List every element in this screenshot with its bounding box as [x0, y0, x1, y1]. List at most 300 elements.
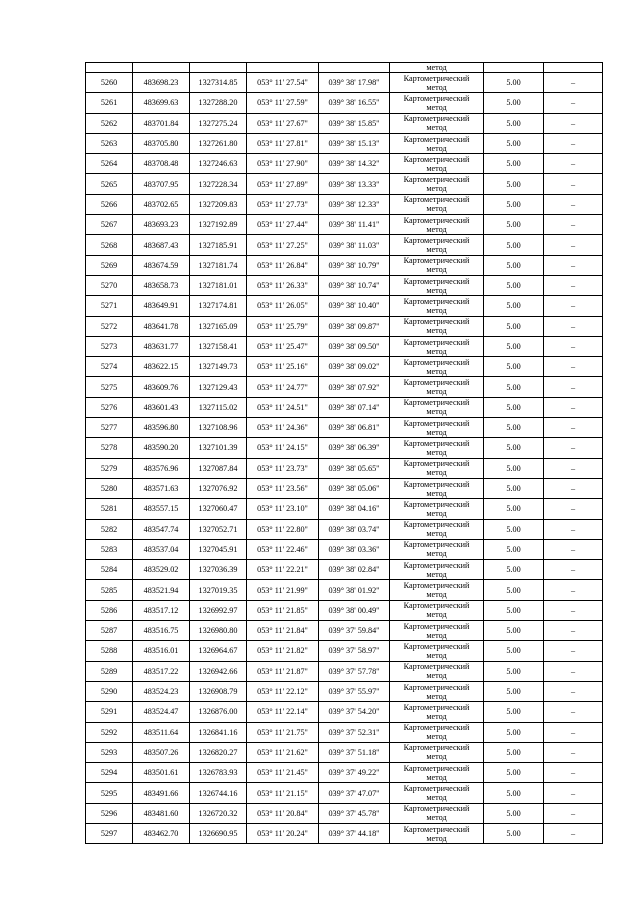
method-cell	[390, 560, 484, 580]
method-cell	[390, 113, 484, 133]
latitude-cell: 053° 11' 21.45"	[247, 763, 319, 783]
y-coordinate-cell: 1327174.81	[190, 296, 247, 316]
method-cell	[390, 458, 484, 478]
latitude-cell: 053° 11' 24.15"	[247, 438, 319, 458]
longitude-cell: 039° 37' 54.20"	[319, 702, 390, 722]
point-number-cell: 5262	[86, 113, 133, 133]
note-cell: –	[544, 215, 603, 235]
point-number-cell: 5283	[86, 539, 133, 559]
method-line1: Картометрический	[403, 93, 470, 103]
method-cell	[390, 742, 484, 762]
point-number-cell: 5270	[86, 275, 133, 295]
x-coordinate-cell: 483708.48	[133, 154, 190, 174]
x-coordinate-cell: 483698.23	[133, 73, 190, 93]
point-number-cell: 5261	[86, 93, 133, 113]
table-row	[86, 519, 603, 539]
y-coordinate-cell: 1327036.39	[190, 560, 247, 580]
method-line2: метод	[426, 833, 447, 843]
method-line1: Картометрический	[403, 723, 470, 733]
latitude-cell: 053° 11' 27.90"	[247, 154, 319, 174]
method-line1: Картометрический	[403, 499, 470, 509]
note-cell: –	[544, 194, 603, 214]
table-row	[86, 397, 603, 417]
x-coordinate-cell: 483601.43	[133, 397, 190, 417]
table-row	[86, 194, 603, 214]
longitude-cell: 039° 37' 47.07"	[319, 783, 390, 803]
method-cell	[390, 702, 484, 722]
accuracy-cell: 5.00	[484, 194, 544, 214]
y-coordinate-cell: 1327115.02	[190, 397, 247, 417]
table-row	[86, 702, 603, 722]
method-cell	[390, 194, 484, 214]
method-line2: метод	[426, 610, 447, 620]
method-line1: Картометрический	[403, 296, 470, 306]
y-coordinate-cell: 1326876.00	[190, 702, 247, 722]
point-number-cell: 5280	[86, 478, 133, 498]
method-line2: метод	[426, 508, 447, 518]
note-cell: –	[544, 661, 603, 681]
table-row	[86, 783, 603, 803]
method-cell	[390, 600, 484, 620]
x-coordinate-cell: 483537.04	[133, 539, 190, 559]
method-cell	[390, 215, 484, 235]
longitude-cell: 039° 38' 16.55"	[319, 93, 390, 113]
point-number-cell: 5278	[86, 438, 133, 458]
method-line2: метод	[426, 772, 447, 782]
accuracy-cell: 5.00	[484, 296, 544, 316]
latitude-cell: 053° 11' 22.21"	[247, 560, 319, 580]
note-cell: –	[544, 316, 603, 336]
longitude-cell: 039° 38' 13.33"	[319, 174, 390, 194]
method-line1: Картометрический	[403, 236, 470, 246]
method-cell	[390, 296, 484, 316]
latitude-cell: 053° 11' 20.84"	[247, 803, 319, 823]
method-line1: Картометрический	[403, 581, 470, 591]
method-line1: Картометрический	[403, 662, 470, 672]
method-cell	[390, 235, 484, 255]
longitude-cell: 039° 37' 52.31"	[319, 722, 390, 742]
accuracy-cell: 5.00	[484, 600, 544, 620]
table-row	[86, 539, 603, 559]
point-number-cell: 5295	[86, 783, 133, 803]
y-coordinate-cell: 1327045.91	[190, 539, 247, 559]
longitude-cell: 039° 37' 57.78"	[319, 661, 390, 681]
point-number-cell: 5268	[86, 235, 133, 255]
method-cell	[390, 681, 484, 701]
longitude-cell: 039° 38' 05.65"	[319, 458, 390, 478]
accuracy-cell: 5.00	[484, 357, 544, 377]
note-cell: –	[544, 580, 603, 600]
longitude-cell: 039° 37' 44.18"	[319, 823, 390, 843]
method-line2: метод	[426, 711, 447, 721]
y-coordinate-cell: 1326841.16	[190, 722, 247, 742]
y-coordinate-cell: 1327181.74	[190, 255, 247, 275]
longitude-cell: 039° 38' 07.92"	[319, 377, 390, 397]
latitude-cell: 053° 11' 27.73"	[247, 194, 319, 214]
longitude-cell: 039° 38' 14.32"	[319, 154, 390, 174]
table-row	[86, 803, 603, 823]
latitude-cell: 053° 11' 26.05"	[247, 296, 319, 316]
latitude-cell: 053° 11' 27.25"	[247, 235, 319, 255]
method-line2: метод	[426, 265, 447, 275]
method-cell	[390, 519, 484, 539]
x-coordinate-cell: 483507.26	[133, 742, 190, 762]
latitude-cell: 053° 11' 25.16"	[247, 357, 319, 377]
point-number-cell: 5284	[86, 560, 133, 580]
method-cell	[390, 93, 484, 113]
y-coordinate-cell: 1327076.92	[190, 478, 247, 498]
accuracy-cell: 5.00	[484, 316, 544, 336]
method-line1: Картометрический	[403, 702, 470, 712]
latitude-cell: 053° 11' 21.15"	[247, 783, 319, 803]
method-line2: метод	[426, 569, 447, 579]
method-line2: метод	[426, 650, 447, 660]
point-number-cell: 5293	[86, 742, 133, 762]
method-line1: Картометрический	[403, 276, 470, 286]
method-line2: метод	[426, 732, 447, 742]
latitude-cell: 053° 11' 22.80"	[247, 519, 319, 539]
latitude-cell: 053° 11' 24.36"	[247, 418, 319, 438]
note-cell: –	[544, 377, 603, 397]
method-cell	[390, 763, 484, 783]
method-line1: Картометрический	[403, 621, 470, 631]
y-coordinate-cell: 1327129.43	[190, 377, 247, 397]
x-coordinate-cell: 483687.43	[133, 235, 190, 255]
x-coordinate-cell: 483571.63	[133, 478, 190, 498]
point-number-cell: 5285	[86, 580, 133, 600]
method-cell	[390, 580, 484, 600]
method-line2: метод	[426, 387, 447, 397]
note-cell: –	[544, 560, 603, 580]
table-row	[86, 255, 603, 275]
latitude-cell: 053° 11' 27.89"	[247, 174, 319, 194]
longitude-cell: 039° 38' 03.74"	[319, 519, 390, 539]
longitude-cell: 039° 38' 15.85"	[319, 113, 390, 133]
note-cell: –	[544, 418, 603, 438]
latitude-cell: 053° 11' 20.24"	[247, 823, 319, 843]
table-row	[86, 377, 603, 397]
note-cell: –	[544, 478, 603, 498]
table-row	[86, 235, 603, 255]
latitude-cell: 053° 11' 26.84"	[247, 255, 319, 275]
note-cell: –	[544, 641, 603, 661]
accuracy-cell: 5.00	[484, 255, 544, 275]
table-row	[86, 316, 603, 336]
method-line1: Картометрический	[403, 438, 470, 448]
longitude-cell: 039° 38' 09.50"	[319, 336, 390, 356]
method-line2: метод	[426, 245, 447, 255]
x-coordinate-cell: 483511.64	[133, 722, 190, 742]
accuracy-cell: 5.00	[484, 73, 544, 93]
y-coordinate-cell: 1326690.95	[190, 823, 247, 843]
longitude-cell: 039° 38' 10.74"	[319, 275, 390, 295]
point-number-cell: 5291	[86, 702, 133, 722]
y-coordinate-cell: 1326992.97	[190, 600, 247, 620]
method-line1: Картометрический	[403, 215, 470, 225]
method-line1: Картометрический	[403, 641, 470, 651]
latitude-cell: 053° 11' 24.77"	[247, 377, 319, 397]
longitude-cell: 039° 38' 06.81"	[319, 418, 390, 438]
method-line1: Картометрический	[403, 134, 470, 144]
method-line1: Картометрический	[403, 743, 470, 753]
accuracy-cell: 5.00	[484, 621, 544, 641]
y-coordinate-cell: 1327019.35	[190, 580, 247, 600]
accuracy-cell: 5.00	[484, 397, 544, 417]
longitude-cell: 039° 38' 02.84"	[319, 560, 390, 580]
x-coordinate-cell: 483462.70	[133, 823, 190, 843]
x-coordinate-cell: 483649.91	[133, 296, 190, 316]
latitude-cell: 053° 11' 24.51"	[247, 397, 319, 417]
x-coordinate-cell: 483491.66	[133, 783, 190, 803]
longitude-cell: 039° 38' 09.02"	[319, 357, 390, 377]
accuracy-cell: 5.00	[484, 133, 544, 153]
note-cell: –	[544, 113, 603, 133]
method-line1: Картометрический	[403, 804, 470, 814]
method-line2: метод	[426, 752, 447, 762]
note-cell: –	[544, 823, 603, 843]
method-line1: Картометрический	[403, 175, 470, 185]
method-line2: метод	[426, 488, 447, 498]
accuracy-cell: 5.00	[484, 803, 544, 823]
note-cell: –	[544, 763, 603, 783]
x-coordinate-cell: 483693.23	[133, 215, 190, 235]
method-line2: метод	[426, 102, 447, 112]
accuracy-cell: 5.00	[484, 702, 544, 722]
table-row	[86, 73, 603, 93]
method-line1: Картометрический	[403, 682, 470, 692]
longitude-cell: 039° 38' 06.39"	[319, 438, 390, 458]
note-cell: –	[544, 681, 603, 701]
accuracy-cell: 5.00	[484, 823, 544, 843]
accuracy-cell: 5.00	[484, 783, 544, 803]
method-line2: метод	[426, 468, 447, 478]
method-line2: метод	[426, 346, 447, 356]
longitude-cell: 039° 38' 17.98"	[319, 73, 390, 93]
note-cell: –	[544, 336, 603, 356]
latitude-cell: 053° 11' 27.59"	[247, 93, 319, 113]
y-coordinate-cell: 1327261.80	[190, 133, 247, 153]
method-line1: Картометрический	[403, 763, 470, 773]
accuracy-cell: 5.00	[484, 458, 544, 478]
method-line2: метод	[426, 671, 447, 681]
y-coordinate-cell: 1327192.89	[190, 215, 247, 235]
accuracy-cell: 5.00	[484, 215, 544, 235]
note-cell: –	[544, 73, 603, 93]
y-coordinate-cell: 1327181.01	[190, 275, 247, 295]
accuracy-cell: 5.00	[484, 478, 544, 498]
table-row	[86, 174, 603, 194]
method-cell	[390, 397, 484, 417]
method-cell	[390, 275, 484, 295]
table-row	[86, 357, 603, 377]
method-cell	[390, 803, 484, 823]
note-cell: –	[544, 621, 603, 641]
point-number-cell: 5287	[86, 621, 133, 641]
method-cell	[390, 722, 484, 742]
method-line2: метод	[426, 630, 447, 640]
method-line1: Картометрический	[403, 824, 470, 834]
accuracy-cell: 5.00	[484, 519, 544, 539]
note-cell: –	[544, 174, 603, 194]
method-line1: Картометрический	[403, 357, 470, 367]
latitude-cell: 053° 11' 21.62"	[247, 742, 319, 762]
note-cell: –	[544, 722, 603, 742]
point-number-cell: 5276	[86, 397, 133, 417]
table-row	[86, 438, 603, 458]
latitude-cell: 053° 11' 23.56"	[247, 478, 319, 498]
method-line2: метод	[426, 204, 447, 214]
method-line1: Картометрический	[403, 73, 470, 83]
table-row	[86, 215, 603, 235]
method-line2: метод	[426, 143, 447, 153]
accuracy-cell: 5.00	[484, 499, 544, 519]
y-coordinate-cell: 1326942.66	[190, 661, 247, 681]
y-coordinate-cell: 1326980.80	[190, 621, 247, 641]
method-line2: метод	[426, 82, 447, 92]
latitude-cell: 053° 11' 21.85"	[247, 600, 319, 620]
point-number-cell: 5288	[86, 641, 133, 661]
method-line1: Картометрический	[403, 398, 470, 408]
x-coordinate-cell: 483517.22	[133, 661, 190, 681]
method-cell	[390, 174, 484, 194]
latitude-cell: 053° 11' 25.47"	[247, 336, 319, 356]
method-line1: Картометрический	[403, 378, 470, 388]
y-coordinate-cell: 1326744.16	[190, 783, 247, 803]
latitude-cell: 053° 11' 23.73"	[247, 458, 319, 478]
method-line1: Картометрический	[403, 784, 470, 794]
note-cell: –	[544, 539, 603, 559]
y-coordinate-cell: 1327314.85	[190, 73, 247, 93]
method-cell	[390, 661, 484, 681]
x-coordinate-cell: 483590.20	[133, 438, 190, 458]
x-coordinate-cell: 483481.60	[133, 803, 190, 823]
x-coordinate-cell: 483701.84	[133, 113, 190, 133]
method-cell	[390, 133, 484, 153]
point-number-cell: 5272	[86, 316, 133, 336]
y-coordinate-cell: 1327185.91	[190, 235, 247, 255]
point-number-cell: 5264	[86, 154, 133, 174]
latitude-cell: 053° 11' 21.75"	[247, 722, 319, 742]
method-line1: Картометрический	[403, 540, 470, 550]
note-cell: –	[544, 702, 603, 722]
longitude-cell: 039° 37' 51.18"	[319, 742, 390, 762]
method-cell	[390, 783, 484, 803]
longitude-cell: 039° 37' 59.84"	[319, 621, 390, 641]
note-cell: –	[544, 438, 603, 458]
point-number-cell: 5279	[86, 458, 133, 478]
y-coordinate-cell: 1326820.27	[190, 742, 247, 762]
longitude-cell: 039° 37' 49.22"	[319, 763, 390, 783]
longitude-cell: 039° 37' 55.97"	[319, 681, 390, 701]
note-cell: –	[544, 235, 603, 255]
latitude-cell: 053° 11' 21.87"	[247, 661, 319, 681]
table-row	[86, 742, 603, 762]
point-number-cell: 5294	[86, 763, 133, 783]
x-coordinate-cell: 483631.77	[133, 336, 190, 356]
method-line1: Картометрический	[403, 195, 470, 205]
method-cell	[390, 377, 484, 397]
accuracy-cell: 5.00	[484, 418, 544, 438]
point-number-cell: 5281	[86, 499, 133, 519]
method-cell	[390, 621, 484, 641]
y-coordinate-cell: 1327158.41	[190, 336, 247, 356]
y-coordinate-cell: 1327052.71	[190, 519, 247, 539]
x-coordinate-cell: 483596.80	[133, 418, 190, 438]
point-number-cell: 5273	[86, 336, 133, 356]
method-line1: Картометрический	[403, 560, 470, 570]
y-coordinate-cell: 1327101.39	[190, 438, 247, 458]
table-row	[86, 600, 603, 620]
table-row	[86, 418, 603, 438]
latitude-cell: 053° 11' 21.84"	[247, 621, 319, 641]
accuracy-cell: 5.00	[484, 174, 544, 194]
method-cell	[390, 357, 484, 377]
x-coordinate-cell: 483516.01	[133, 641, 190, 661]
x-coordinate-cell: 483658.73	[133, 275, 190, 295]
x-coordinate-cell: 483524.23	[133, 681, 190, 701]
method-cell	[390, 539, 484, 559]
method-cell	[390, 438, 484, 458]
x-coordinate-cell: 483702.65	[133, 194, 190, 214]
method-line2: метод	[426, 224, 447, 234]
y-coordinate-cell: 1327228.34	[190, 174, 247, 194]
table-row	[86, 458, 603, 478]
table-row	[86, 580, 603, 600]
table-row	[86, 560, 603, 580]
method-cell	[390, 255, 484, 275]
y-coordinate-cell: 1327209.83	[190, 194, 247, 214]
note-cell: –	[544, 296, 603, 316]
x-coordinate-cell: 483622.15	[133, 357, 190, 377]
latitude-cell: 053° 11' 27.44"	[247, 215, 319, 235]
x-coordinate-cell: 483521.94	[133, 580, 190, 600]
table-row	[86, 154, 603, 174]
note-cell: –	[544, 93, 603, 113]
x-coordinate-cell: 483674.59	[133, 255, 190, 275]
table-row	[86, 93, 603, 113]
method-line1: Картометрический	[403, 114, 470, 124]
note-cell: –	[544, 519, 603, 539]
method-line1: Картометрический	[403, 459, 470, 469]
note-cell: –	[544, 742, 603, 762]
table-row	[86, 336, 603, 356]
point-number-cell: 5265	[86, 174, 133, 194]
longitude-cell: 039° 38' 03.36"	[319, 539, 390, 559]
point-number-cell: 5266	[86, 194, 133, 214]
method-cell	[390, 641, 484, 661]
method-line2: метод	[426, 305, 447, 315]
longitude-cell: 039° 38' 00.49"	[319, 600, 390, 620]
note-cell: –	[544, 154, 603, 174]
method-cell	[390, 316, 484, 336]
table-row-continuation	[86, 63, 603, 73]
table-row	[86, 133, 603, 153]
x-coordinate-cell: 483707.95	[133, 174, 190, 194]
note-cell: –	[544, 255, 603, 275]
coordinates-table	[85, 62, 603, 844]
longitude-cell: 039° 38' 10.79"	[319, 255, 390, 275]
point-number-cell: 5263	[86, 133, 133, 153]
y-coordinate-cell: 1326908.79	[190, 681, 247, 701]
method-line2: метод	[426, 793, 447, 803]
latitude-cell: 053° 11' 21.82"	[247, 641, 319, 661]
latitude-cell: 053° 11' 27.81"	[247, 133, 319, 153]
latitude-cell: 053° 11' 22.46"	[247, 539, 319, 559]
accuracy-cell: 5.00	[484, 560, 544, 580]
method-cell	[390, 499, 484, 519]
accuracy-cell: 5.00	[484, 580, 544, 600]
x-coordinate-cell: 483517.12	[133, 600, 190, 620]
